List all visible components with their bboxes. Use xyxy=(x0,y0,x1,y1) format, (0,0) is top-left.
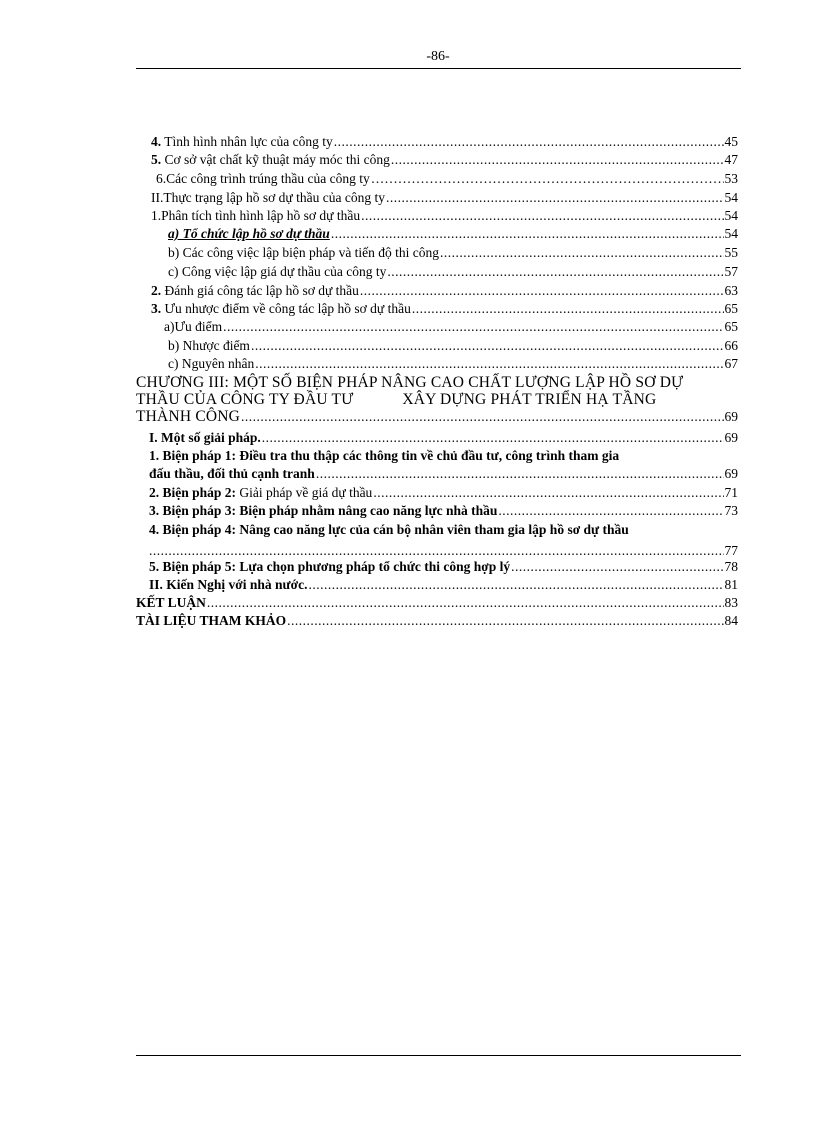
toc-entry[interactable] xyxy=(136,429,738,447)
leader-dots xyxy=(511,558,723,576)
chapter-title-line: CHƯƠNG III: MỘT SỐ BIỆN PHÁP NÂNG CAO CHẤT LƯỢNG LẬP HỒ SƠ DỰ xyxy=(136,374,684,391)
toc-entry[interactable] xyxy=(136,170,738,188)
toc-entry-label: Nâng cao năng lực của cán bộ nhân viên tham gia lập hồ sơ dự thầu xyxy=(236,522,629,537)
toc-entry[interactable] xyxy=(136,282,738,300)
toc-entry-chapter[interactable] xyxy=(136,374,738,426)
toc-entry-label: c) Công việc lập giá dự thầu của công ty xyxy=(168,264,387,279)
toc-entry[interactable] xyxy=(136,502,738,520)
toc-entry-label: b) Các công việc lập biện pháp và tiến độ thi công xyxy=(168,245,440,260)
toc-entry[interactable] xyxy=(136,447,738,483)
toc-entry-number: 2. xyxy=(151,283,162,298)
toc-entry[interactable] xyxy=(136,558,738,576)
leader-dots xyxy=(440,244,723,262)
toc-entry-number: 3. xyxy=(151,301,162,316)
toc-entry[interactable] xyxy=(136,576,738,594)
leader-dots xyxy=(361,207,723,225)
toc-entry-page: 63 xyxy=(724,283,738,298)
leader-dots xyxy=(308,576,723,594)
chapter-title-line: THẦU CỦA CÔNG TY ĐẦU TƯ XÂY DỰNG PHÁT TRIỂN HẠ TẦNG xyxy=(136,391,657,408)
leader-dots xyxy=(223,318,723,336)
toc-entry[interactable] xyxy=(136,484,738,502)
toc-entry[interactable] xyxy=(136,337,738,355)
leader-dots xyxy=(287,612,723,630)
toc-entry-page: 54 xyxy=(724,190,738,205)
chapter-title-line: THÀNH CÔNG xyxy=(136,408,241,425)
toc-entry-page: 69 xyxy=(724,466,738,481)
leader-dots xyxy=(255,355,723,373)
toc-entry-number: 3. Biện pháp 3: xyxy=(149,503,237,518)
toc-entry-label: Tình hình nhân lực của công ty xyxy=(161,134,333,149)
toc-entry-label: Biện pháp nhằm nâng cao năng lực nhà thầu xyxy=(236,503,498,518)
toc-entry-number: 2. Biện pháp 2: xyxy=(149,485,237,500)
toc-entry-page: 65 xyxy=(724,319,738,334)
toc-entry-label: b) Nhược điểm xyxy=(168,338,250,353)
toc-entry-number: 4. xyxy=(151,134,162,149)
toc-entry[interactable] xyxy=(136,318,738,336)
toc-entry-page: 55 xyxy=(724,245,738,260)
toc-entry[interactable] xyxy=(136,207,738,225)
toc-entry[interactable] xyxy=(136,151,738,169)
leader-dots xyxy=(391,151,724,169)
toc-entry-label: Đánh giá công tác lập hồ sơ dự thầu xyxy=(161,283,359,298)
toc-entry[interactable] xyxy=(136,244,738,262)
toc-entry[interactable] xyxy=(136,612,738,630)
leader-dots xyxy=(386,189,724,207)
toc-entry-label: Lựa chọn phương pháp tổ chức thi công hợp lý xyxy=(236,559,511,574)
toc-entry-label: Giải pháp về giá dự thầu xyxy=(236,485,373,500)
toc-entry-label: 1.Phân tích tình hình lập hồ sơ dự thầu xyxy=(151,208,361,223)
footer-rule xyxy=(136,1055,741,1056)
toc-entry-label: I. Một số giải pháp. xyxy=(149,430,261,445)
toc-entry-number: 1. Biện pháp 1: xyxy=(149,448,237,463)
toc-entry-page: 69 xyxy=(724,430,738,445)
leader-dots xyxy=(207,594,724,612)
toc-entry-number: 5. Biện pháp 5: xyxy=(149,559,237,574)
leader-dots xyxy=(412,300,724,318)
toc-entry-page: 77 xyxy=(724,543,738,558)
toc-entry[interactable] xyxy=(136,355,738,373)
toc-entry[interactable] xyxy=(136,300,738,318)
toc-entry-label: Điều tra thu thập các thông tin về chủ đầu tư, công trình tham gia xyxy=(236,448,620,463)
toc-entry-page: 81 xyxy=(724,577,738,592)
toc-entry-page: 69 xyxy=(724,409,738,424)
leader-dots xyxy=(373,484,723,502)
toc-entry[interactable] xyxy=(136,189,738,207)
toc-entry-label: 6.Các công trình trúng thầu của công ty xyxy=(156,171,370,186)
toc-entry-page: 53 xyxy=(724,171,738,186)
leader-dots xyxy=(262,429,724,447)
toc-entry-page: 45 xyxy=(724,134,738,149)
toc-entry[interactable] xyxy=(136,594,738,612)
toc-entry-page: 83 xyxy=(724,595,738,610)
toc-entry-label: a) Tổ chức lập hồ sơ dự thầu xyxy=(168,226,330,241)
toc-entry-page: 57 xyxy=(724,264,738,279)
toc-entry[interactable] xyxy=(136,133,738,151)
toc-entry[interactable] xyxy=(136,263,738,281)
toc-entry[interactable] xyxy=(136,521,738,560)
toc-entry-page: 84 xyxy=(724,613,738,628)
toc-entry[interactable] xyxy=(136,225,738,243)
toc-entry-page: 66 xyxy=(724,338,738,353)
toc-entry-label: đấu thầu, đối thủ cạnh tranh xyxy=(149,466,315,481)
toc-entry-label: c) Nguyên nhân xyxy=(168,356,255,371)
page-number: -86- xyxy=(426,49,450,64)
toc-entry-page: 73 xyxy=(724,503,738,518)
toc-entry-label: KẾT LUẬN xyxy=(136,595,206,610)
leader-dots xyxy=(316,465,724,483)
toc-entry-label: II.Thực trạng lập hồ sơ dự thầu của công ty xyxy=(151,190,385,205)
toc-entry-page: 54 xyxy=(724,226,738,241)
leader-dots xyxy=(334,133,724,151)
toc-entry-page: 78 xyxy=(724,559,738,574)
leader-dots xyxy=(331,225,724,243)
toc-entry-page: 71 xyxy=(724,485,738,500)
leader-dots xyxy=(387,263,723,281)
leader-dots xyxy=(498,502,723,520)
toc-entry-page: 67 xyxy=(724,356,738,371)
toc-entry-page: 65 xyxy=(724,301,738,316)
toc-entry-label: Ưu nhược điểm về công tác lập hồ sơ dự thầu xyxy=(161,301,411,316)
leader-dots xyxy=(241,408,723,426)
toc-entry-label: II. Kiến Nghị với nhà nước. xyxy=(149,577,308,592)
toc-entry-page: 47 xyxy=(724,152,738,167)
leader-dots xyxy=(251,337,724,355)
toc-entry-page: 54 xyxy=(724,208,738,223)
toc-entry-number: 5. xyxy=(151,152,162,167)
toc-entry-number: 4. Biện pháp 4: xyxy=(149,522,237,537)
toc-entry-label: TÀI LIỆU THAM KHẢO xyxy=(136,613,287,628)
toc-entry-label: Cơ sở vật chất kỹ thuật máy móc thi công xyxy=(161,152,390,167)
leader-dots xyxy=(371,170,724,188)
leader-dots xyxy=(360,282,724,300)
toc-entry-label: a)Ưu điểm xyxy=(164,319,223,334)
